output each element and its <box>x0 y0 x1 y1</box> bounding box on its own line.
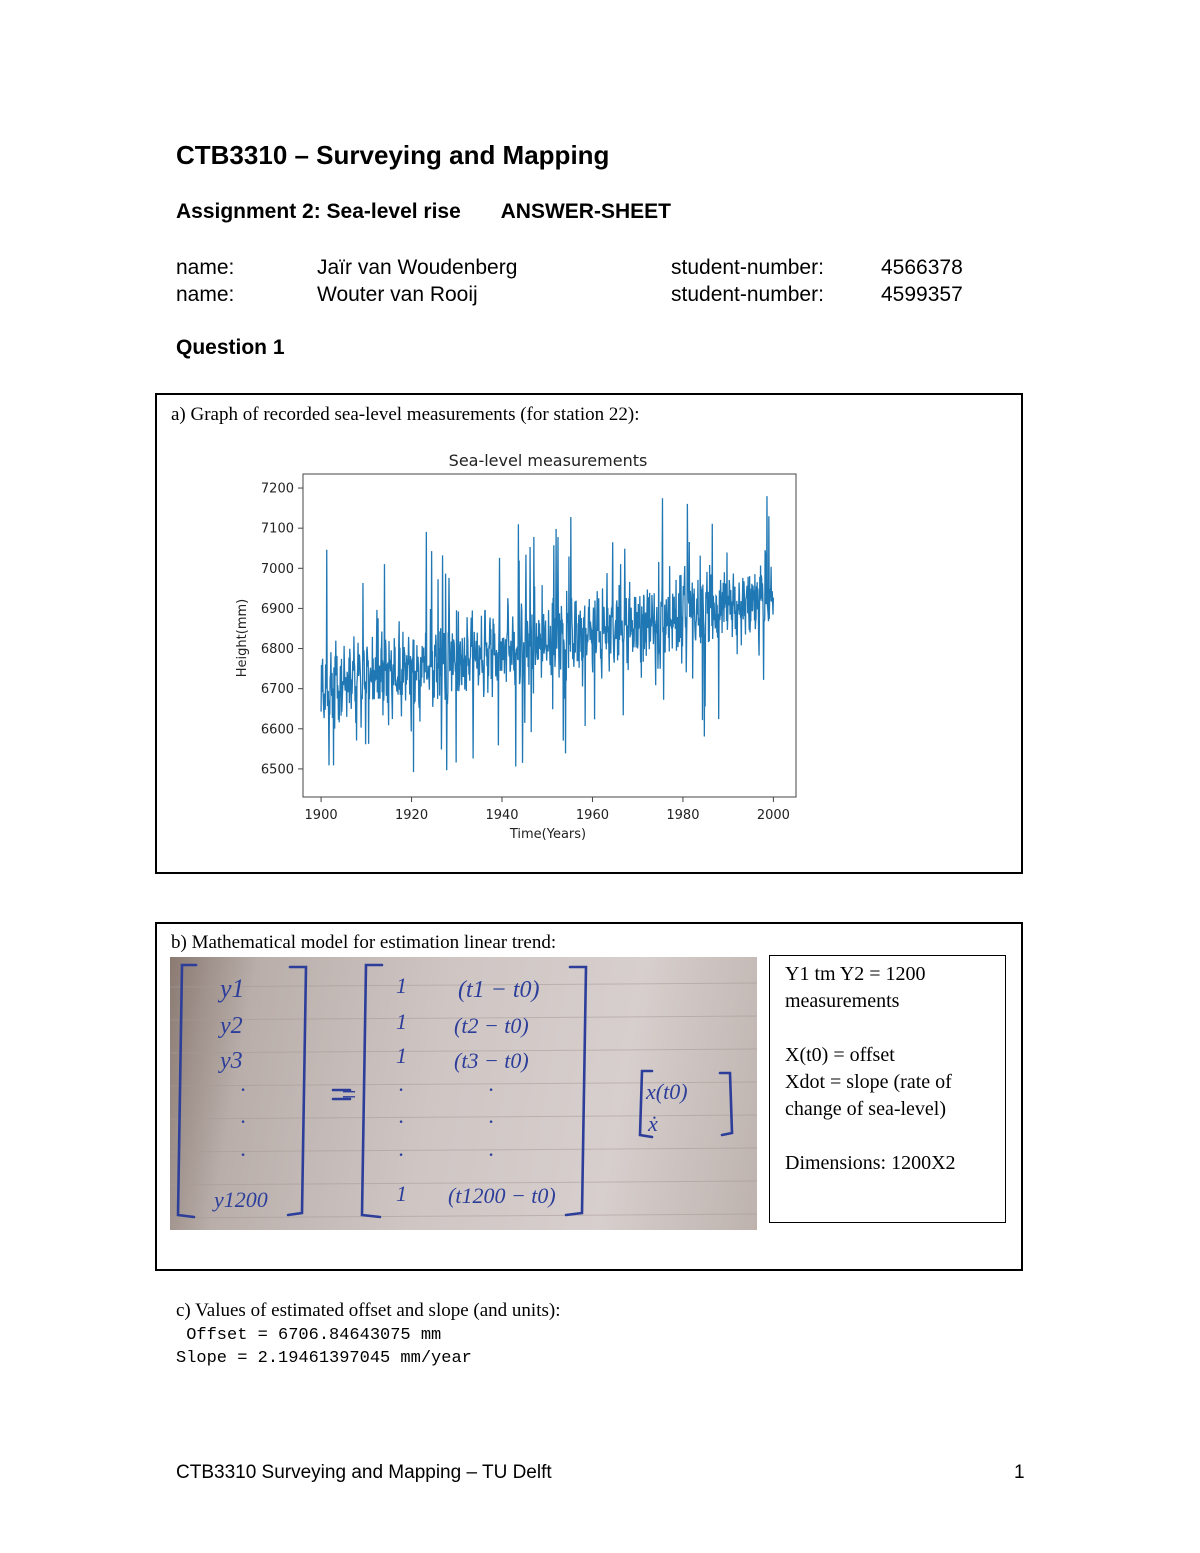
student-number: 4599357 <box>881 283 963 306</box>
matrix-ones: 1 <box>396 973 407 998</box>
question-heading: Question 1 <box>176 336 285 359</box>
lhs-entry: y3 <box>220 1048 243 1074</box>
matrix-time-diff: (t3 − t0) <box>454 1048 529 1073</box>
x-axis-label: Time(Years) <box>509 827 587 842</box>
handwritten-matrix <box>170 957 757 1230</box>
name-label: name: <box>176 256 235 279</box>
y-tick-label: 7000 <box>260 561 294 577</box>
x-tick-label: 1960 <box>575 808 610 823</box>
model-notes-box <box>769 955 1006 1223</box>
offset-result: Offset = 6706.84643075 mm <box>176 1326 442 1345</box>
x-tick-label: 1900 <box>304 808 338 823</box>
matrix-ones: 1 <box>396 1181 407 1206</box>
matrix-ones: 1 <box>396 1043 407 1068</box>
part-a-label: a) Graph of recorded sea-level measurements (for station 22): <box>171 404 640 425</box>
part-c-label: c) Values of estimated offset and slope (and units): <box>176 1300 561 1321</box>
lhs-entry: · <box>240 1077 246 1102</box>
x-tick-label: 1920 <box>395 808 429 823</box>
student-row <box>176 283 1006 309</box>
lhs-entry: · <box>240 1109 246 1134</box>
note-line: Y1 tm Y2 = 1200 <box>785 963 926 985</box>
matrix-ones: · <box>398 1109 404 1134</box>
equals-sign: = <box>340 1080 358 1109</box>
footer-text: CTB3310 Surveying and Mapping – TU Delft <box>176 1462 552 1483</box>
assignment-line <box>176 200 671 224</box>
note-line: change of sea-level) <box>785 1098 947 1120</box>
x-tick-label: 1940 <box>485 808 519 823</box>
student-name: Wouter van Rooij <box>317 283 478 306</box>
y-axis-label: Height(mm) <box>235 598 250 678</box>
unknown-offset: x(t0) <box>646 1079 688 1104</box>
sea-level-chart <box>220 440 820 850</box>
series-layer <box>321 496 773 772</box>
handwritten-model-photo <box>170 957 757 1230</box>
note-line: measurements <box>785 990 900 1012</box>
matrix-time-diff: (t1 − t0) <box>458 977 540 1003</box>
assignment-title: Assignment 2: Sea-level rise <box>176 200 461 223</box>
course-title: CTB3310 – Surveying and Mapping <box>176 140 610 170</box>
y-tick-label: 6900 <box>260 601 294 617</box>
series-line-station-22 <box>321 496 773 772</box>
chart-title: Sea-level measurements <box>448 451 648 470</box>
lhs-entry: y1 <box>220 974 245 1003</box>
y-tick-label: 6800 <box>260 642 294 658</box>
matrix-time-diff: (t2 − t0) <box>454 1013 529 1038</box>
name-label: name: <box>176 283 235 306</box>
y-tick-label: 6600 <box>260 722 294 738</box>
student-name: Jaïr van Woudenberg <box>317 256 518 279</box>
part-b-label: b) Mathematical model for estimation linear trend: <box>171 932 557 953</box>
answer-sheet-label: ANSWER-SHEET <box>500 200 671 223</box>
note-line <box>785 1015 1005 1042</box>
y-axis <box>261 482 303 778</box>
matrix-time-diff: · <box>488 1142 494 1167</box>
matrix-time-diff: · <box>488 1109 494 1134</box>
matrix-ones: · <box>398 1077 404 1102</box>
x-tick-label: 2000 <box>756 808 790 823</box>
matrix-time-diff: · <box>488 1077 494 1102</box>
lhs-entry: y1200 <box>214 1187 268 1212</box>
student-row <box>176 256 1006 282</box>
note-line: Dimensions: 1200X2 <box>785 1152 956 1174</box>
y-tick-label: 7100 <box>260 521 294 537</box>
lhs-entry: · <box>240 1142 246 1167</box>
student-number-label: student-number: <box>671 283 824 306</box>
student-number-label: student-number: <box>671 256 824 279</box>
y-tick-label: 7200 <box>260 481 294 497</box>
note-line: Xdot = slope (rate of <box>785 1071 952 1093</box>
slope-result: Slope = 2.19461397045 mm/year <box>176 1349 472 1368</box>
note-line <box>785 1123 1005 1150</box>
matrix-ones: · <box>398 1142 404 1167</box>
matrix-time-diff: (t1200 − t0) <box>448 1183 556 1208</box>
note-line: X(t0) = offset <box>785 1044 895 1066</box>
unknown-slope: ẋ <box>648 1111 658 1136</box>
y-tick-label: 6700 <box>260 682 294 698</box>
y-tick-label: 6500 <box>260 762 294 778</box>
student-number: 4566378 <box>881 256 963 279</box>
x-axis <box>305 797 790 823</box>
x-tick-label: 1980 <box>666 808 700 823</box>
page-number: 1 <box>1014 1462 1025 1483</box>
lhs-entry: y2 <box>220 1013 243 1039</box>
matrix-ones: 1 <box>396 1009 407 1034</box>
